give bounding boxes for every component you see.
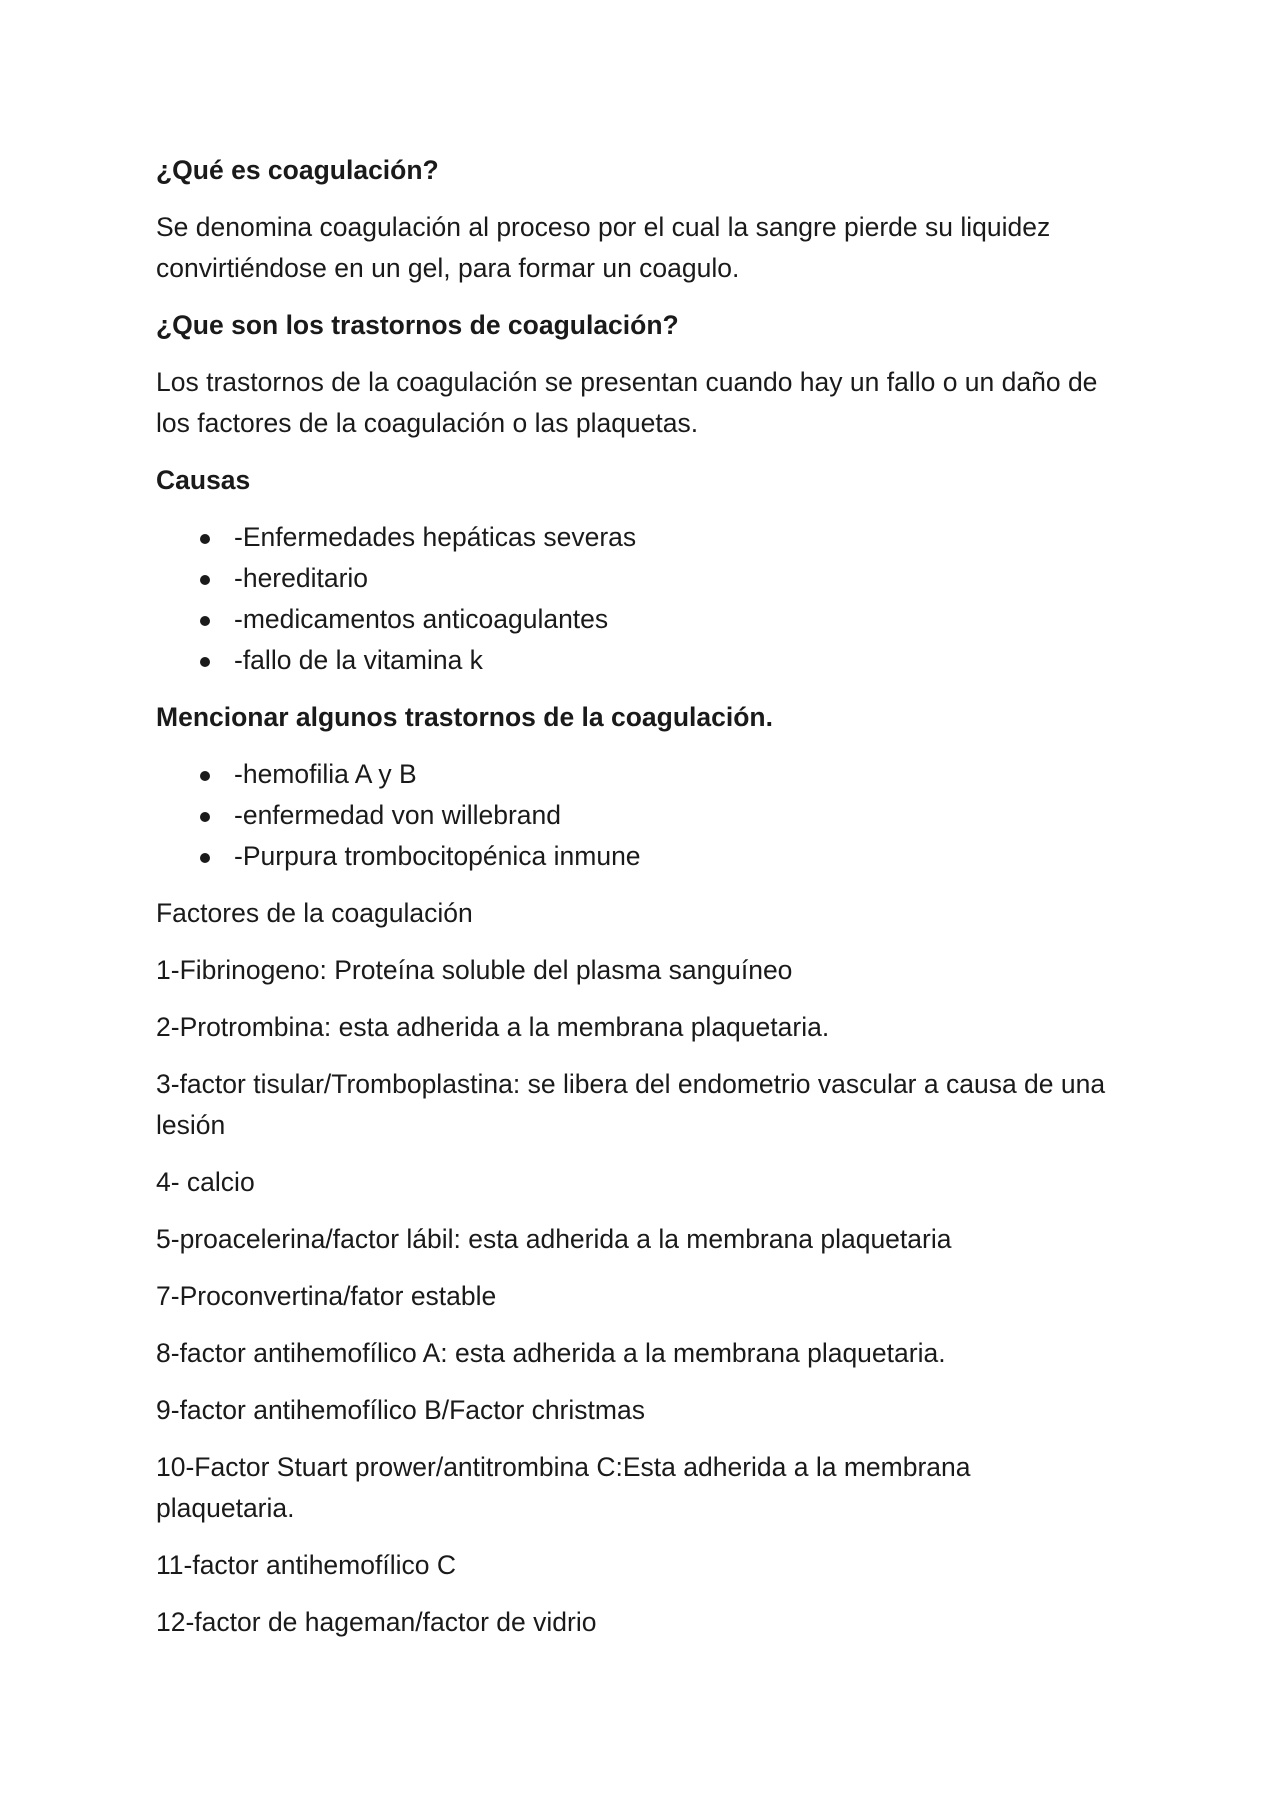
- document-page: [156, 150, 1116, 1659]
- list-item-text: -enfermedad von willebrand: [234, 800, 562, 830]
- factor-item: 8-factor antihemofílico A: esta adherida a la membrana plaquetaria.: [156, 1338, 946, 1368]
- list-item: [156, 599, 1116, 640]
- bullet-icon: [200, 534, 210, 544]
- bullet-icon: [200, 812, 210, 822]
- bullet-icon: [200, 616, 210, 626]
- factor-item: 1-Fibrinogeno: Proteína soluble del plasma sanguíneo: [156, 955, 793, 985]
- factor-item: 7-Proconvertina/fator estable: [156, 1281, 497, 1311]
- list-item: [156, 517, 1116, 558]
- list-item-text: -medicamentos anticoagulantes: [234, 604, 609, 634]
- list-item: [156, 795, 1116, 836]
- factor-item: 10-Factor Stuart prower/antitrombina C:Esta adherida a la membrana plaquetaria.: [156, 1452, 971, 1523]
- factor-item: 9-factor antihemofílico B/Factor christmas: [156, 1395, 645, 1425]
- list-item: [156, 558, 1116, 599]
- factor-item: 4- calcio: [156, 1167, 255, 1197]
- bullet-icon: [200, 771, 210, 781]
- factor-item: 11-factor antihemofílico C: [156, 1550, 456, 1580]
- paragraph-coagulation-definition: Se denomina coagulación al proceso por el cual la sangre pierde su liquidez convirtiéndose en un gel, para formar un coagulo.: [156, 212, 1051, 283]
- disorders-list: [156, 754, 1116, 877]
- list-item-text: -hereditario: [234, 563, 369, 593]
- bullet-icon: [200, 575, 210, 585]
- list-item-text: -Enfermedades hepáticas severas: [234, 522, 637, 552]
- heading-what-is-coagulation: ¿Qué es coagulación?: [156, 155, 439, 185]
- list-item: [156, 640, 1116, 681]
- list-item-text: -hemofilia A y B: [234, 759, 417, 789]
- list-item: [156, 754, 1116, 795]
- factor-item: 2-Protrombina: esta adherida a la membrana plaquetaria.: [156, 1012, 830, 1042]
- paragraph-disorders-definition: Los trastornos de la coagulación se presentan cuando hay un fallo o un daño de los factores de la coagulación o las plaquetas.: [156, 367, 1098, 438]
- factor-item: 5-proacelerina/factor lábil: esta adherida a la membrana plaquetaria: [156, 1224, 952, 1254]
- heading-coagulation-factors: Factores de la coagulación: [156, 898, 473, 928]
- factor-item: 3-factor tisular/Tromboplastina: se libera del endometrio vascular a causa de una lesión: [156, 1069, 1106, 1140]
- list-item-text: -fallo de la vitamina k: [234, 645, 483, 675]
- list-item-text: -Purpura trombocitopénica inmune: [234, 841, 641, 871]
- list-item: [156, 836, 1116, 877]
- heading-causes: Causas: [156, 465, 251, 495]
- bullet-icon: [200, 853, 210, 863]
- heading-disorders-list: Mencionar algunos trastornos de la coagulación.: [156, 702, 773, 732]
- factor-item: 12-factor de hageman/factor de vidrio: [156, 1607, 597, 1637]
- bullet-icon: [200, 657, 210, 667]
- heading-coagulation-disorders: ¿Que son los trastornos de coagulación?: [156, 310, 679, 340]
- causes-list: [156, 517, 1116, 681]
